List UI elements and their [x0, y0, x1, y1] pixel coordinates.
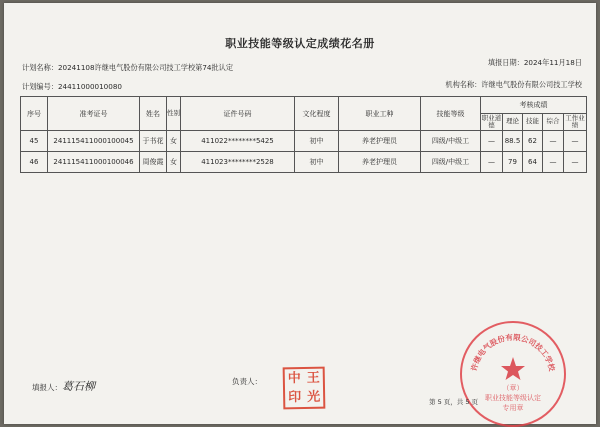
header-skill: 技能	[523, 114, 543, 131]
org-name	[445, 80, 582, 90]
cell-name: 于书花	[140, 131, 167, 152]
document-page	[4, 3, 596, 424]
header-level: 技能等级	[421, 97, 481, 131]
cell-theory: 88.5	[503, 131, 523, 152]
header-seq: 序号	[21, 97, 48, 131]
cell-comprehensive: —	[543, 152, 564, 173]
cell-level: 四级/中级工	[421, 131, 481, 152]
table-header-row	[21, 97, 587, 114]
cell-education: 初中	[295, 152, 339, 173]
header-occupation: 职业工种	[339, 97, 421, 131]
cell-work-perf: —	[564, 131, 587, 152]
cell-name: 周俊霞	[140, 152, 167, 173]
fill-date-value: 2024年11月18日	[523, 58, 582, 67]
org-seal-line3: 专用章	[502, 404, 524, 412]
header-comprehensive: 综合	[543, 114, 564, 131]
cell-ethics: —	[481, 131, 503, 152]
score-table	[20, 96, 587, 173]
cell-gender: 女	[167, 131, 181, 152]
org-name-value: 许继电气股份有限公司技工学校	[481, 80, 582, 89]
header-exam-no: 准考证号	[48, 97, 140, 131]
cell-seq: 45	[21, 131, 48, 152]
org-name-label: 机构名称：	[445, 80, 482, 89]
filler-field	[32, 378, 95, 394]
table-row	[21, 131, 587, 152]
header-gender: 性别	[167, 97, 181, 131]
header-education: 文化程度	[295, 97, 339, 131]
org-seal-line1: （章）	[502, 384, 524, 392]
cell-exam-no: 241115411000100046	[48, 152, 140, 173]
cell-occupation: 养老护理员	[339, 131, 421, 152]
table-row	[21, 152, 587, 173]
personal-seal-char: 光	[307, 389, 321, 405]
org-seal	[460, 321, 566, 427]
plan-name	[22, 63, 233, 73]
cell-gender: 女	[167, 152, 181, 173]
personal-seal-char: 中	[287, 371, 301, 387]
personal-seal-char: 王	[306, 370, 320, 386]
cell-exam-no: 241115411000100045	[48, 131, 140, 152]
org-seal-line2: 职业技能等级认定	[485, 394, 541, 402]
plan-no	[22, 82, 122, 92]
header-work-perf: 工作业绩	[565, 113, 585, 129]
plan-no-value: 24411000010080	[57, 82, 122, 91]
org-seal-arc-text: 许继电气股份有限公司技工学校	[469, 332, 557, 372]
cell-seq: 46	[21, 152, 48, 173]
cell-skill: 64	[523, 152, 543, 173]
cell-comprehensive: —	[543, 131, 564, 152]
fill-date	[488, 58, 582, 68]
fill-date-label: 填报日期：	[487, 58, 524, 67]
header-ethics: 职业道德	[481, 113, 502, 129]
header-id-no: 证件号码	[181, 97, 295, 131]
cell-id-no: 411023********2528	[181, 152, 295, 173]
cell-work-perf: —	[564, 152, 587, 173]
cell-education: 初中	[295, 131, 339, 152]
personal-seal	[283, 367, 326, 410]
page-title: 职业技能等级认定成绩花名册	[225, 37, 375, 50]
cell-ethics: —	[481, 152, 503, 173]
cell-occupation: 养老护理员	[339, 152, 421, 173]
plan-no-label: 计划编号：	[22, 82, 58, 91]
cell-theory: 79	[503, 152, 523, 173]
org-seal-star-icon	[501, 357, 525, 380]
header-scores-group: 考核成绩	[481, 97, 587, 114]
personal-seal-char: 印	[288, 390, 302, 406]
header-name: 姓名	[140, 97, 167, 131]
cell-id-no: 411022********5425	[181, 131, 295, 152]
cell-skill: 62	[523, 131, 543, 152]
plan-name-value: 20241108许继电气股份有限公司技工学校第74批认定	[57, 63, 234, 72]
header-theory: 理论	[503, 114, 523, 131]
cell-level: 四级/中级工	[421, 152, 481, 173]
plan-name-label: 计划名称：	[22, 63, 58, 72]
filler-signature: 葛石柳	[62, 380, 95, 393]
page-info: 第 5 页，共 5 页	[429, 398, 479, 406]
responsible-label: 负责人：	[232, 377, 262, 386]
filler-label: 填报人：	[32, 383, 62, 392]
